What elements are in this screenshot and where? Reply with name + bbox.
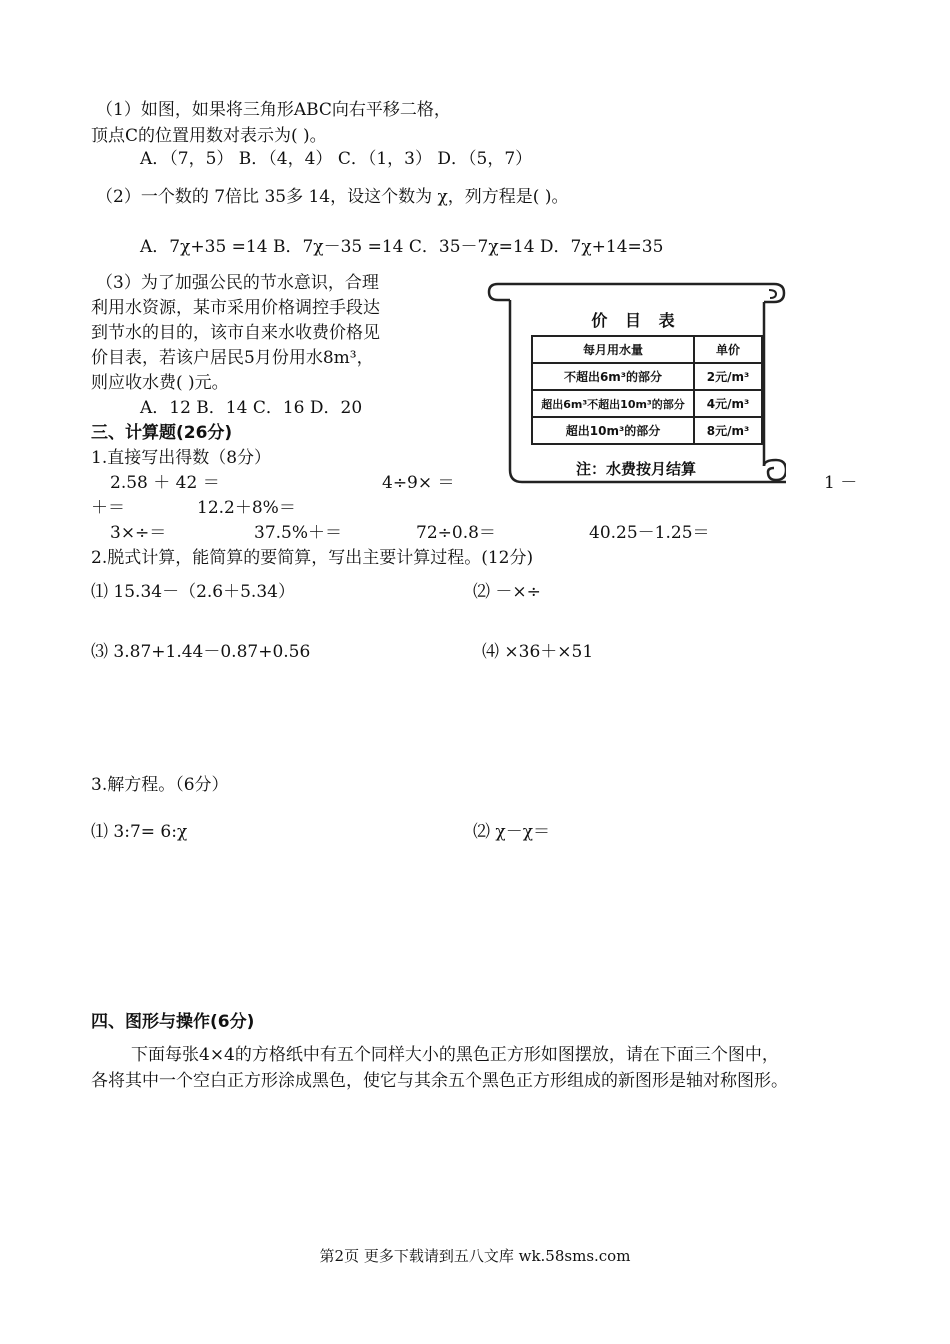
problem-4: ⑷ ×36＋×51 [482,642,594,662]
calc-item: 40.25－1.25＝ [589,523,710,543]
q3-options: A．12 B．14 C．16 D．20 [140,398,363,418]
q1-options: A．（7，5） B．（4，4） C．（1，3） D．（5，7） [140,149,533,169]
table-header-row [532,336,762,363]
q3-line4: 价目表，若该户居民5月份用水8m³， [91,348,374,368]
q3-line2: 利用水资源，某市采用价格调控手段达 [91,298,380,318]
calc-item: 12.2＋8%＝ [197,498,296,518]
problem-2: ⑵ －×÷ [473,582,541,602]
table-header: 单价 [694,336,762,363]
table-cell: 4元/m³ [694,390,762,417]
section3-sub2: 2.脱式计算，能简算的要简算，写出主要计算过程。(12分) [91,548,534,568]
table-cell: 2元/m³ [694,363,762,390]
page-footer: 第2页 更多下载请到五八文库 wk.58sms.com [319,1247,631,1265]
section3-sub3: 3.解方程。（6分） [91,775,229,795]
calc-item: 72÷0.8＝ [416,523,496,543]
calc-item: ＋＝ [91,498,125,518]
table-header: 每月用水量 [532,336,694,363]
calc-item: 2.58 ＋ 42 ＝ [110,473,220,493]
calc-item: 4÷9× ＝ [382,473,455,493]
q2-options: A．7χ+35 =14 B．7χ－35 =14 C．35－7χ=14 D．7χ+14=35 [140,237,664,257]
equation-2: ⑵ χ－χ＝ [473,822,551,842]
q3-line5: 则应收水费( )元。 [91,373,229,393]
q3-line1: （3）为了加强公民的节水意识，合理 [96,273,379,293]
equation-1: ⑴ 3:7= 6:χ [91,822,188,842]
price-table [531,335,763,445]
q3-line3: 到节水的目的，该市自来水收费价格见 [91,323,380,343]
section4-title: 四、图形与操作(6分) [91,1012,255,1032]
q2-stem: （2）一个数的 7倍比 35多 14，设这个数为 χ，列方程是( )。 [96,187,569,207]
table-cell: 不超出6m³的部分 [532,363,694,390]
table-cell: 超出6m³不超出10m³的部分 [532,390,694,417]
q1-line2: 顶点C的位置用数对表示为( )。 [91,126,327,146]
table-cell: 8元/m³ [694,417,762,444]
section4-line1: 下面每张4×4的方格纸中有五个同样大小的黑色正方形如图摆放，请在下面三个图中， [131,1045,779,1065]
calc-item: 37.5%＋＝ [254,523,343,543]
table-row [532,363,762,390]
q1-line1: （1）如图，如果将三角形ABC向右平移二格， [96,100,451,120]
problem-3: ⑶ 3.87+1.44－0.87+0.56 [91,642,311,662]
table-row [532,417,762,444]
calc-item: 1 － [824,473,858,493]
calc-item: 3×÷＝ [110,523,167,543]
section3-sub1: 1.直接写出得数（8分） [91,448,272,468]
table-cell: 超出10m³的部分 [532,417,694,444]
section4-line2: 各将其中一个空白正方形涂成黑色，使它与其余五个黑色正方形组成的新图形是轴对称图形。 [91,1071,788,1091]
section3-title: 三、计算题(26分) [91,423,233,443]
table-row [532,390,762,417]
problem-1: ⑴ 15.34－（2.6＋5.34） [91,582,295,602]
price-table-scroll [486,280,786,490]
price-table-title: 价 目 表 [591,311,681,330]
price-table-note: 注：水费按月结算 [575,460,696,478]
